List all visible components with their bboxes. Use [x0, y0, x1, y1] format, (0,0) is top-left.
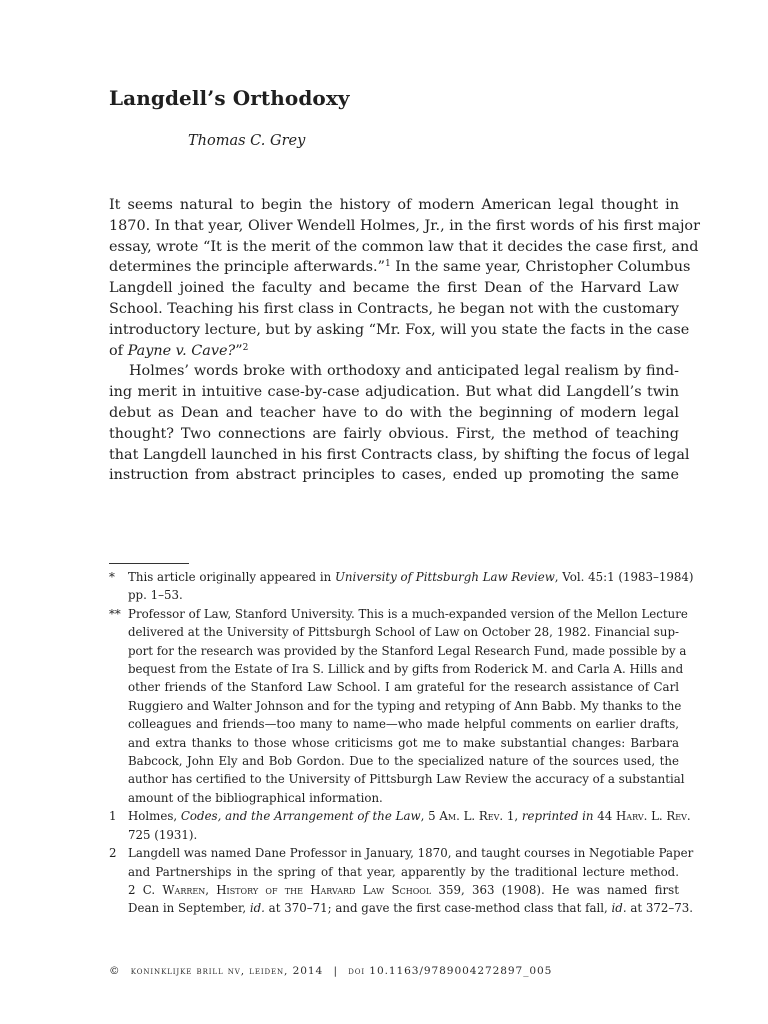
footnote-divider — [109, 563, 189, 564]
footnote-2 — [109, 844, 694, 918]
footnote-ref-1[interactable]: 1 — [384, 259, 391, 270]
footnote-line: bequest from the Estate of Ira S. Lillick and by gifts from Roderick M. and Carla A. Hills and — [128, 662, 684, 677]
body-line: of Payne v. Cave?”$^2$ — [109, 342, 249, 359]
footnote-line: Langdell was named Dane Professor in January, 1870, and taught courses in Negotiable Paper — [128, 846, 694, 861]
footer-separator: | — [333, 965, 338, 977]
body-line: Holmes’ words broke with orthodoxy and anticipated legal realism by find- — [129, 363, 679, 380]
footnote-line: 725 (1931). — [128, 827, 198, 842]
body-line: instruction from abstract principles to cases, ended up promoting the same — [109, 467, 679, 484]
footnote-ref-2[interactable]: 2 — [242, 342, 249, 353]
body-line: thought? Two connections are fairly obvious. First, the method of teaching — [109, 425, 679, 442]
case-name: Payne v. Cave? — [127, 342, 236, 359]
doi: doi 10.1163/9789004272897_005 — [348, 965, 553, 977]
body-line: 1870. In that year, Oliver Wendell Holmes, Jr., in the first words of his first major — [109, 217, 700, 234]
body-line: It seems natural to begin the history of modern American legal thought in — [109, 197, 679, 213]
body-line: that Langdell launched in his first Contracts class, by shifting the focus of legal — [109, 446, 690, 463]
footnote-line: other friends of the Stanford Law School. I am grateful for the research assistance of Carl — [128, 680, 679, 695]
footnote-mark: ** — [109, 606, 121, 621]
footnotes — [109, 568, 694, 918]
footnote-line: and extra thanks to those whose criticisms got me to make substantial changes: Barbara — [128, 735, 679, 750]
footnote-line: 2 C. Warren, History of the Harvard Law School 359, 363 (1908). He was named first — [128, 882, 679, 897]
footnote-line: amount of the bibliographical information. — [128, 790, 383, 805]
footnote-mark: * — [109, 570, 115, 584]
body-line: ing merit in intuitive case-by-case adjudication. But what did Langdell’s twin — [109, 384, 679, 401]
footnote-line: This article originally appeared in University of Pittsburgh Law Review, Vol. 45:1 (1983–1984) — [128, 570, 694, 584]
footnote-line: Holmes, Codes, and the Arrangement of the Law, 5 Am. L. Rev. 1, reprinted in 44 Harv. L. Rev. — [128, 809, 691, 824]
footnote-double-star — [109, 605, 688, 807]
footnote-star — [109, 568, 694, 605]
footnote-line: port for the research was provided by the Stanford Legal Research Fund, made possible by a — [128, 643, 687, 658]
footnote-line: Ruggiero and Walter Johnson and for the typing and retyping of Ann Babb. My thanks to the — [128, 698, 682, 713]
footnote-mark: 2 — [109, 846, 117, 861]
article-author: Thomas C. Grey — [188, 133, 306, 149]
footnote-line: Dean in September, id. at 370–71; and gave the first case-method class that fall, id. at 372–73. — [128, 901, 694, 916]
footnote-line: Babcock, John Ely and Bob Gordon. Due to the specialized nature of the sources used, the — [128, 754, 679, 769]
footnote-line: delivered at the University of Pittsburgh School of Law on October 28, 1982. Financial sup- — [128, 625, 679, 640]
footnote-line: Professor of Law, Stanford University. This is a much-expanded version of the Mellon Lecture — [128, 606, 688, 621]
article-title: Langdell’s Orthodoxy — [109, 86, 350, 110]
footnote-line: author has certified to the University of Pittsburgh Law Review the accuracy of a substantial — [128, 772, 685, 787]
body-line: essay, wrote “It is the merit of the common law that it decides the case first, and — [109, 238, 699, 255]
copyright-symbol: © — [109, 965, 121, 977]
body-line: debut as Dean and teacher have to do with the beginning of modern legal — [109, 404, 679, 421]
footnote-line: and Partnerships in the spring of that year, apparently by the traditional lecture method. — [128, 864, 679, 879]
body-text — [109, 195, 700, 486]
page-footer — [109, 965, 558, 977]
body-line: Langdell joined the faculty and became the first Dean of the Harvard Law — [109, 280, 679, 297]
footnote-1 — [109, 807, 691, 844]
publisher: koninklijke brill nv, leiden, 2014 — [130, 965, 324, 977]
footnote-line: pp. 1–53. — [128, 588, 183, 603]
footnote-mark: 1 — [109, 809, 117, 824]
body-line: determines the principle afterwards.”$^1$ In the same year, Christopher Columbus — [109, 259, 691, 276]
body-line: School. Teaching his first class in Contracts, he began not with the customary — [109, 300, 679, 317]
body-line: introductory lecture, but by asking “Mr. Fox, will you state the facts in the case — [109, 321, 690, 338]
footnote-line: colleagues and friends—too many to name—who made helpful comments on earlier drafts, — [128, 717, 679, 732]
